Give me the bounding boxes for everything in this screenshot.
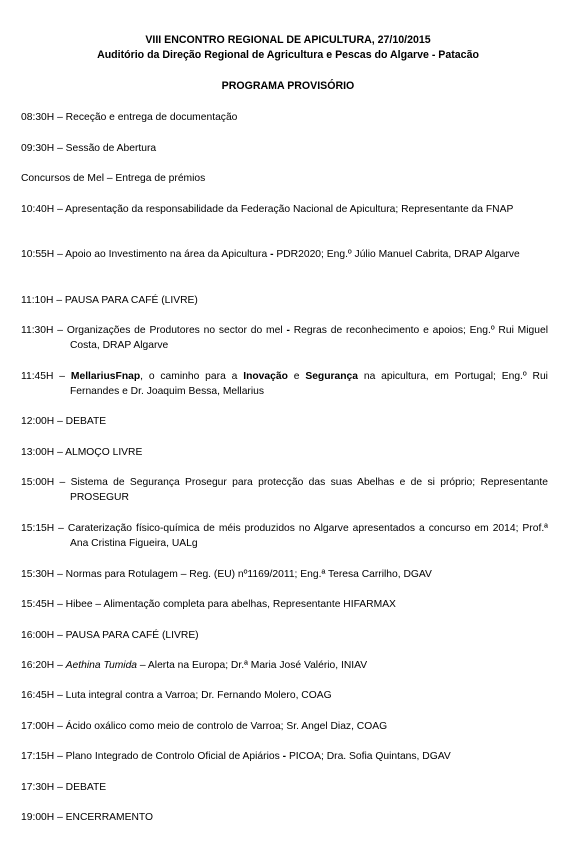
- event-title: VIII ENCONTRO REGIONAL DE APICULTURA, 27/10/2015: [145, 34, 431, 46]
- program-heading: PROGRAMA PROVISÓRIO: [221, 80, 355, 92]
- program-item: 10:40H – Apresentação da responsabilidade da Federação Nacional de Apicultura; Representante da FNAP: [21, 204, 514, 215]
- program-item: 15:45H – Hibee – Alimentação completa para abelhas, Representante HIFARMAX: [21, 599, 396, 610]
- program-item: 17:30H – DEBATE: [21, 782, 107, 793]
- program-item: Concursos de Mel – Entrega de prémios: [21, 173, 206, 184]
- program-item: 16:00H – PAUSA PARA CAFÉ (LIVRE): [21, 630, 199, 641]
- program-item: 17:00H – Ácido oxálico como meio de controlo de Varroa; Sr. Angel Diaz, COAG: [21, 721, 388, 732]
- program-item: 13:00H – ALMOÇO LIVRE: [21, 447, 143, 458]
- program-item: 15:15H – Caraterização físico-química de méis produzidos no Algarve apresentados a concurso em 2014; Prof.ª Ana Cristina Figueira, UALg: [21, 523, 548, 549]
- program-item: 15:00H – Sistema de Segurança Prosegur para protecção das suas Abelhas e de si próprio; Representante PROSEGUR: [21, 477, 549, 503]
- program-item: 17:15H – Plano Integrado de Controlo Oficial de Apiários - PICOA; Dra. Sofia Quintans, DGAV: [21, 751, 451, 762]
- event-venue: Auditório da Direção Regional de Agricultura e Pescas do Algarve - Patacão: [97, 49, 479, 61]
- program-item: 16:20H – Aethina Tumida – Alerta na Europa; Dr.ª Maria José Valério, INIAV: [21, 660, 368, 671]
- program-item: 16:45H – Luta integral contra a Varroa; Dr. Fernando Molero, COAG: [21, 690, 332, 701]
- program-item: 11:45H – MellariusFnap, o caminho para a Inovação e Segurança na apicultura, em Portugal; Eng.º Rui Fernandes e Dr. Joaquim Bessa, Mellarius: [21, 371, 548, 397]
- document-header: [0, 33, 576, 63]
- program-item: 12:00H – DEBATE: [21, 416, 107, 427]
- program-item: 15:30H – Normas para Rotulagem – Reg. (EU) nº1169/2011; Eng.ª Teresa Carrilho, DGAV: [21, 569, 432, 580]
- program-item: 10:55H – Apoio ao Investimento na área da Apicultura - PDR2020; Eng.º Júlio Manuel Cabrita, DRAP Algarve: [21, 249, 520, 260]
- program-item: 08:30H – Receção e entrega de documentação: [21, 112, 238, 123]
- program-item: 11:10H – PAUSA PARA CAFÉ (LIVRE): [21, 295, 198, 306]
- program-item: 09:30H – Sessão de Abertura: [21, 143, 157, 154]
- program-item: 11:30H – Organizações de Produtores no sector do mel - Regras de reconhecimento e apoios; Eng.º Rui Miguel Costa, DRAP Algarve: [21, 325, 549, 351]
- program-item: 19:00H – ENCERRAMENTO: [21, 812, 154, 823]
